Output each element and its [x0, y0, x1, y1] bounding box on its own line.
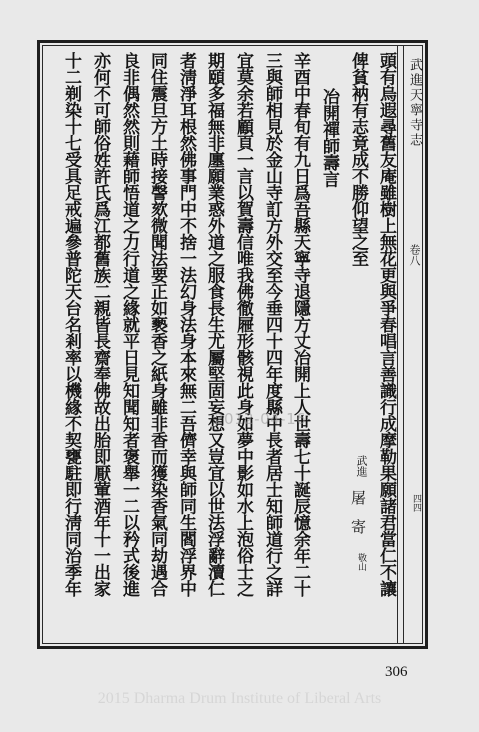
book-title: 武進天寧寺志 — [407, 58, 422, 148]
text-column-12: 十二剃染十七受具足戒遍參普陀天台名剎率以機緣不契甕駐即行淸同治季年 — [61, 52, 81, 597]
margin-rule-left — [397, 46, 398, 643]
text-column-10: 良非偶然然則藉師悟道之力行道之緣就平日見知聞知者褒舉一二以矜式後進 — [119, 52, 139, 597]
author-style-name: 敬山 — [356, 553, 366, 571]
date-stamp: 2012-04-16 — [214, 410, 307, 428]
author-name: 屠寄 — [349, 490, 367, 548]
volume-label: 卷八 — [408, 244, 421, 266]
watermark: 2015 Dharma Drum Institute of Liberal Arts — [97, 690, 382, 707]
text-column-9: 同住震旦方土時接謦欬微聞法要正如褻香之紙身雖非香而獲染香氣同劫遇合 — [147, 52, 167, 597]
text-column-11: 亦何不可師俗姓許氏爲江都舊族二親皆長齋奉佛故出胎即厭葷酒年十一出家 — [90, 52, 110, 597]
text-column-7: 期頤多福無非廛願業惑外道之服食長生尤屬堅固妄想又豈宜以世法浮辭瀆仁 — [204, 52, 224, 597]
text-column-1: 頭有烏遐尋舊友庵雖樹上無花更與爭春唱言善識行成摩勒果願諸君當仁不讓 — [376, 52, 396, 597]
text-column-2: 俾貧衲有志竟成不勝仰望之至 — [348, 52, 368, 267]
text-column-8: 者淸淨耳根然佛事門中不捨一法幻身法身本來無二吾儕幸與師同生閻浮界中 — [176, 52, 196, 597]
section-title: 冶開禪師壽言 — [319, 88, 339, 187]
text-column-6: 宜莫余若顧頁一言以賀壽信唯我佛徹屜形骸視此身如夢中影如水上泡俗士之 — [233, 52, 253, 597]
text-column-4: 辛酉中春旬有九日爲吾縣天寧寺退隱方丈冶開上人世壽七十誕辰憶余年二十 — [290, 52, 310, 597]
author-place: 武進 — [355, 455, 368, 477]
page-number: 306 — [385, 664, 408, 680]
text-column-5: 三與師相見於金山寺訂方外交至今垂四十四年度縣中長者居士知師道行之詳 — [262, 52, 282, 597]
leaf-number: 四四 — [411, 494, 421, 512]
